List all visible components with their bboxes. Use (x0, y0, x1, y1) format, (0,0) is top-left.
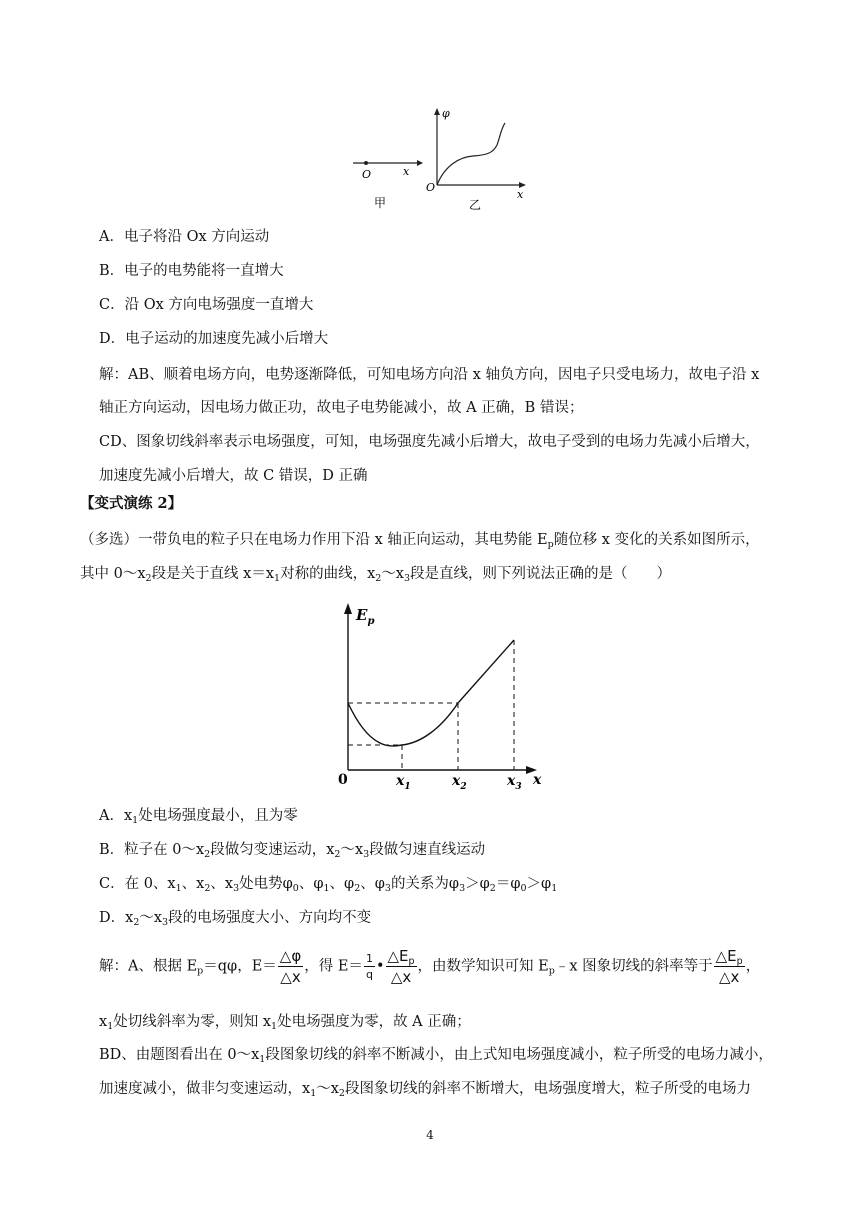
fraction-dphi-dx: $\frac{\triangle\varphi}{\triangle x}$ (279, 947, 302, 986)
fig1-label-jia: 甲 (374, 196, 387, 210)
q1-solution-line2: 轴正方向运动，因电场力做正功，故电子电势能减小，故 A 正确，B 错误； (99, 400, 584, 416)
figure-ep-x (330, 600, 550, 790)
q2-solution-line1: 解：A、根据 $E_p=q\varphi$，E＝ $\frac{\triangle\varphi}{\triangle x}$ ，得 E＝ $\frac{1}{q}$ • $\frac{\triangle E_p}{\triangle x}$ ，由数学知识可知 $E_p﹣x$ 图象切线的斜率等于 $\frac{\triangle E_p}{\triangle x}$ ， (99, 947, 761, 986)
q2-option-d: D．$x_2\sim x_3$段的电场强度大小、方向均不变 (99, 910, 372, 928)
fig1-x-jia: x (403, 165, 410, 178)
fig2-x2: $x_2$ (452, 773, 467, 790)
q2-solution-line2: $x_1$处切线斜率为零，则知 $x_1$处电场强度为零，故 A 正确； (99, 1014, 471, 1032)
q2-option-a: A．$x_1$处电场强度最小，且为零 (99, 808, 298, 826)
fig1-x-yi: x (517, 188, 524, 201)
fig2-x1: $x_1$ (396, 773, 411, 790)
section-title: 【变式演练 2】 (80, 495, 183, 512)
q1-option-a: A．电子将沿 Ox 方向运动 (99, 229, 270, 245)
q1-option-b: B．电子的电势能将一直增大 (99, 263, 284, 279)
fig2-ylabel: $E_p$ (356, 606, 375, 627)
q2-option-c: C．在 0、$x_1$、$x_2$、$x_3$处电势$\varphi_0$、$\varphi_1$、$\varphi_2$、$\varphi_3$的关系为$\varphi_3>\varphi_2=\varphi_0>\varphi_1$ (99, 876, 558, 894)
q2-stem-line2: 其中 $0\sim x_2$段是关于直线 $x=x_1$对称的曲线，$x_2\sim x_3$段是直线，则下列说法正确的是（ ） (80, 566, 672, 584)
q1-solution-line4: 加速度先减小后增大，故 C 错误，D 正确 (99, 468, 368, 484)
ep-curve (348, 703, 458, 746)
fig2-xaxis: x (533, 772, 542, 788)
ep-line-segment (458, 640, 514, 703)
fraction-1-q: $\frac{1}{q}$ (365, 952, 373, 981)
fig1-label-yi: 乙 (469, 198, 482, 212)
q2-stem-line1: （多选）一带负电的粒子只在电场力作用下沿 x 轴正向运动，其电势能 $E_p$随位移 x 变化的关系如图所示， (80, 532, 760, 550)
figure-phi-x (345, 105, 535, 215)
q1-solution-line1: 解：AB、顺着电场方向，电势逐渐降低，可知电场方向沿 x 轴负方向，因电子只受电场力，故电子沿 x (99, 367, 760, 383)
fraction-dep-dx-2: $\frac{\triangle E_p}{\triangle x}$ (715, 947, 743, 986)
q1-solution-line3: CD、图象切线斜率表示电场强度，可知，电场强度先减小后增大，故电子受到的电场力先减小后增大， (99, 434, 760, 450)
q2-solution-line4: 加速度减小，做非匀变速运动，$x_1\sim x_2$段图象切线的斜率不断增大，电场强度增大，粒子所受的电场力 (99, 1081, 751, 1099)
fig1-origin-jia: O (362, 168, 372, 181)
fig1-origin-yi: O (426, 181, 436, 194)
fig1-phi: φ (442, 107, 450, 120)
fig2-x3: $x_3$ (507, 773, 522, 790)
q1-option-c: C．沿 Ox 方向电场强度一直增大 (99, 297, 314, 313)
q2-solution-line3: BD、由题图看出在 $0\sim x_1$段图象切线的斜率不断减小，由上式知电场强度减小，粒子所受的电场力减小， (99, 1047, 773, 1065)
fraction-dep-dx: $\frac{\triangle E_p}{\triangle x}$ (387, 947, 415, 986)
q2-option-b: B．粒子在 $0\sim x_2$段做匀变速运动，$x_2\sim x_3$段做匀速直线运动 (99, 842, 486, 860)
page-number: 4 (426, 1128, 434, 1142)
fig2-origin: 0 (338, 772, 348, 788)
q1-option-d: D．电子运动的加速度先减小后增大 (99, 331, 329, 347)
phi-curve (437, 123, 505, 185)
